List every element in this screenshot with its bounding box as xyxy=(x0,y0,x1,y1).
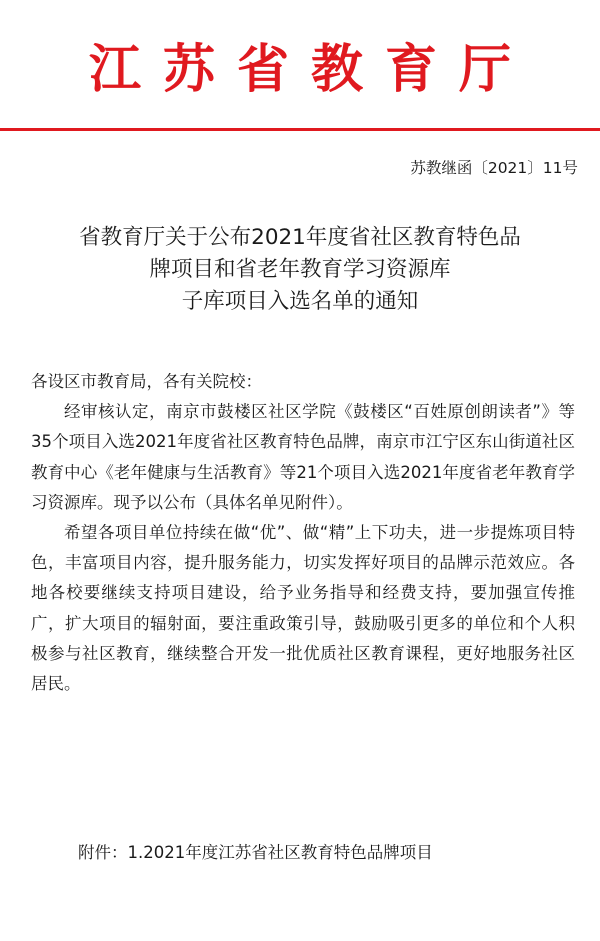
salutation: 各设区市教育局，各有关院校： xyxy=(31,372,262,391)
document-number: 苏教继函〔2021〕11号 xyxy=(410,159,578,177)
attachment-line: 附件：1.2021年度江苏省社区教育特色品牌项目 xyxy=(78,843,433,862)
notice-title xyxy=(0,222,600,318)
notice-title-line: 子库项目入选名单的通知 xyxy=(181,289,419,314)
body-paragraph: 希望各项目单位持续在做“优”、做“精”上下功夫，进一步提炼项目特色，丰富项目内容，提升服务能力，切实发挥好项目的品牌示范效应。各地各校要继续支持项目建设，给予业务指导和经费支持，要加强宣传推广，扩大项目的辐射面，要注重政策引导，鼓励吸引更多的单位和个人积极参与社区教育，继续整合开发一批优质社区教育课程，更好地服务社区居民。 xyxy=(31,523,575,694)
agency-header: 江苏省教育厅 xyxy=(88,39,533,100)
body-paragraph: 经审核认定，南京市鼓楼区社区学院《鼓楼区“百姓原创朗读者”》等35个项目入选2021年度省社区教育特色品牌，南京市江宁区东山街道社区教育中心《老年健康与生活教育》等21个项目入选2021年度省老年教育学习资源库。现予以公布（具体名单见附件）。 xyxy=(31,402,575,512)
notice-title-line: 省教育厅关于公布2021年度省社区教育特色品 xyxy=(79,225,521,250)
red-divider-line xyxy=(0,128,600,131)
notice-body xyxy=(31,367,575,699)
notice-title-line: 牌项目和省老年教育学习资源库 xyxy=(149,257,451,282)
